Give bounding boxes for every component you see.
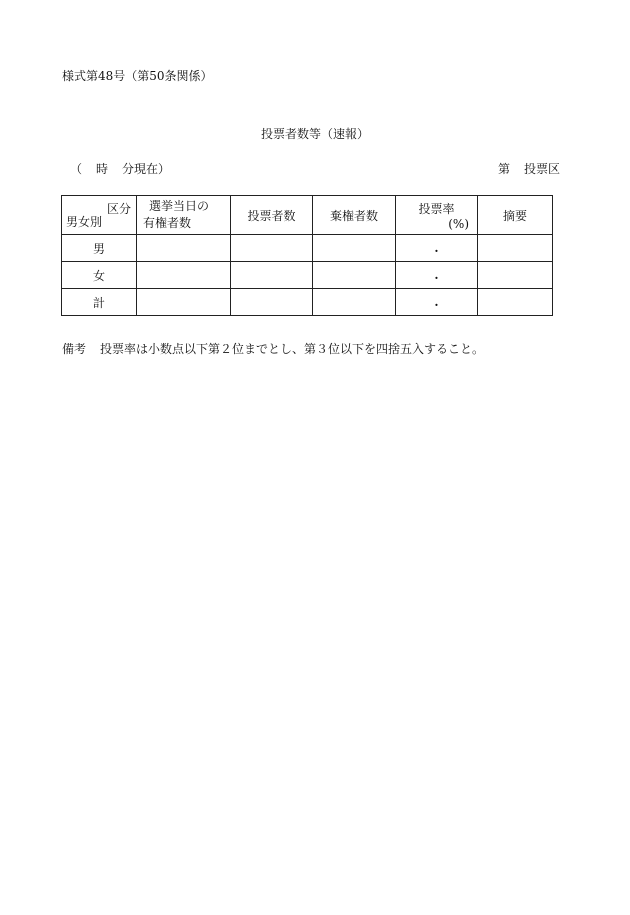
- cell-voters-male[interactable]: [231, 235, 313, 262]
- district-prefix: 第: [497, 162, 510, 176]
- header-gender-label: 男女別: [66, 215, 103, 229]
- header-rate-unit: (%): [448, 217, 469, 231]
- cell-rate-total[interactable]: .: [396, 289, 478, 316]
- cell-abstainers-total[interactable]: [313, 289, 396, 316]
- voter-count-table: [61, 195, 553, 316]
- row-label-male: 男: [62, 235, 137, 262]
- header-voters-cell: 投票者数: [231, 196, 313, 235]
- cell-rate-female[interactable]: .: [396, 262, 478, 289]
- cell-eligible-total[interactable]: [137, 289, 231, 316]
- header-category-cell: [62, 196, 137, 235]
- cell-rate-male[interactable]: .: [396, 235, 478, 262]
- table-row: [62, 289, 553, 316]
- form-number: 様式第48号（第50条関係）: [62, 69, 213, 83]
- table-row: [62, 235, 553, 262]
- cell-remarks-female[interactable]: [478, 262, 553, 289]
- cell-eligible-female[interactable]: [137, 262, 231, 289]
- header-rate-label: 投票率: [418, 202, 455, 216]
- header-eligible-cell: [137, 196, 231, 235]
- header-eligible-line1: 選挙当日の: [149, 199, 210, 213]
- cell-voters-female[interactable]: [231, 262, 313, 289]
- table-header-row: [62, 196, 553, 235]
- header-eligible-line2: 有権者数: [143, 216, 192, 230]
- time-as-of: [70, 160, 170, 177]
- cell-remarks-male[interactable]: [478, 235, 553, 262]
- table-row: [62, 262, 553, 289]
- cell-abstainers-male[interactable]: [313, 235, 396, 262]
- row-label-female: 女: [62, 262, 137, 289]
- remarks-note: [62, 340, 484, 357]
- time-open-paren: （: [70, 162, 83, 176]
- cell-voters-total[interactable]: [231, 289, 313, 316]
- polling-district: [498, 160, 560, 177]
- note-text: 投票率は小数点以下第２位までとし、第３位以下を四捨五入すること。: [100, 342, 485, 356]
- note-label: 備考: [62, 342, 87, 356]
- time-minute-label: 分現在）: [122, 162, 171, 176]
- header-rate-cell: [396, 196, 478, 235]
- header-category-label: 区分: [106, 202, 131, 216]
- cell-remarks-total[interactable]: [478, 289, 553, 316]
- cell-abstainers-female[interactable]: [313, 262, 396, 289]
- document-title: 投票者数等（速報）: [260, 127, 369, 141]
- cell-eligible-male[interactable]: [137, 235, 231, 262]
- district-suffix: 投票区: [523, 162, 560, 176]
- header-abstainers-cell: 棄権者数: [313, 196, 396, 235]
- time-hour-label: 時: [96, 162, 109, 176]
- header-remarks-cell: 摘要: [478, 196, 553, 235]
- row-label-total: 計: [62, 289, 137, 316]
